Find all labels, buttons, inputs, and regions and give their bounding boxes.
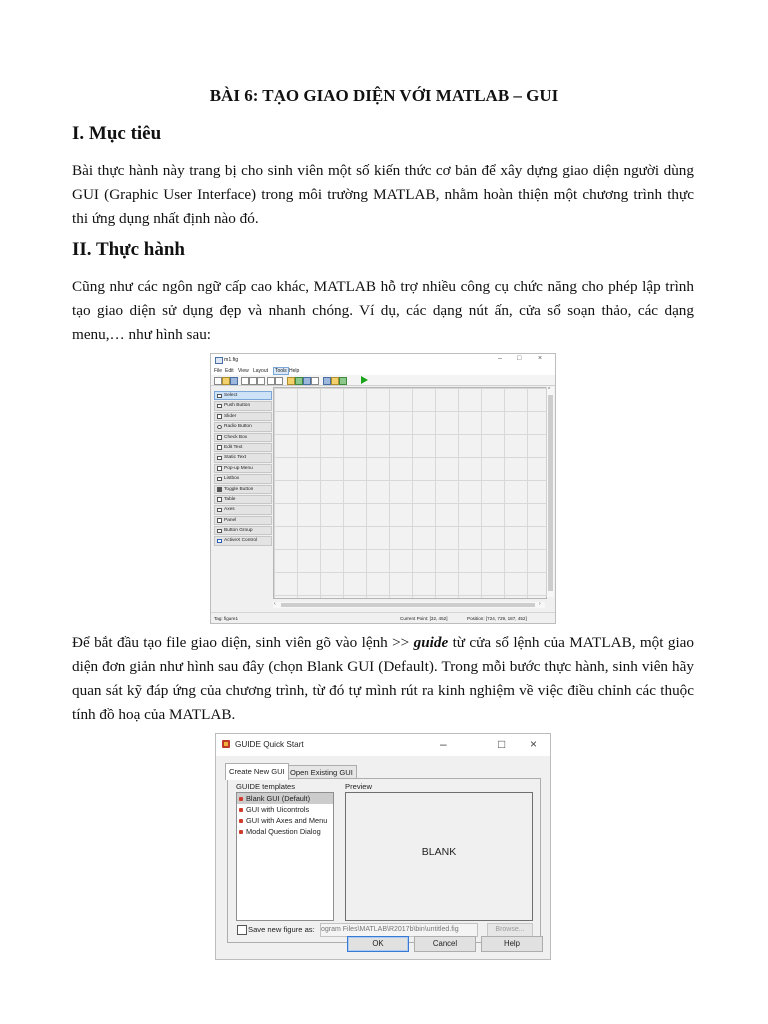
redo-icon[interactable] <box>275 377 283 385</box>
template-label: Modal Question Dialog <box>246 827 321 836</box>
palette-item-toggle-button[interactable] <box>214 485 272 494</box>
template-blank-gui[interactable] <box>237 793 333 804</box>
guide-editor-screenshot <box>210 353 556 624</box>
text-run: từ cửa sổ lệnh của MATLAB, một giao diện đơn giản như hình sau đây (chọn Blank GUI (Default). Trong mỗi bước thực hành, sinh viên hãy quan sát kỹ đáp ứng của chương trình, từ đó tự mình rút ra kinh nghiệm về việc điều chỉnh các thuộc tính đồ hoạ của MATLAB. <box>72 634 694 723</box>
status-position: Position: [724, 729, 187, 452] <box>467 616 527 621</box>
scroll-thumb[interactable] <box>548 395 553 591</box>
palette-label: Slider <box>224 413 237 419</box>
open-icon[interactable] <box>222 377 230 385</box>
gui-template-icon <box>239 830 243 834</box>
chevron-up-icon[interactable]: ^ <box>548 387 551 393</box>
edit-text-icon <box>217 445 222 450</box>
section-heading-objectives: I. Mục tiêu <box>72 123 162 144</box>
slider-icon <box>217 414 222 419</box>
palette-item-table[interactable] <box>214 495 272 504</box>
palette-label: Check Box <box>224 434 248 440</box>
copy-icon[interactable] <box>249 377 257 385</box>
preview-pane <box>345 792 533 921</box>
template-label: Blank GUI (Default) <box>246 794 311 803</box>
save-icon[interactable] <box>230 377 238 385</box>
paragraph-practice: Cũng như các ngôn ngữ cấp cao khác, MATLAB hỗ trợ nhiều công cụ chức năng cho phép lập trình tạo giao diện sử dụng đẹp và nhanh chóng. Ví dụ, các dạng nút ấn, cửa sổ soạn thảo, các dạng menu,… như hình sau: <box>72 278 694 343</box>
palette-item-push-button[interactable] <box>214 401 272 410</box>
window-title: m1.fig <box>224 357 239 363</box>
minimize-icon[interactable]: – <box>498 355 502 362</box>
layout-grid-canvas[interactable] <box>273 387 547 599</box>
run-icon[interactable] <box>361 376 368 384</box>
radio-icon <box>217 425 222 430</box>
title-bar <box>211 354 555 366</box>
menu-bar <box>211 366 555 375</box>
tab-open-existing-gui[interactable]: Open Existing GUI <box>286 765 357 779</box>
gui-template-icon <box>239 819 243 823</box>
palette-label: Listbox <box>224 476 240 482</box>
palette-label: Static Text <box>224 455 247 461</box>
pointer-icon <box>217 394 222 399</box>
guide-quick-start-screenshot <box>215 733 551 960</box>
template-modal-question-dialog[interactable] <box>237 826 333 837</box>
palette-item-check-box[interactable] <box>214 433 272 442</box>
palette-label: Pop-up Menu <box>224 465 253 471</box>
paragraph-guide-instructions <box>72 631 694 727</box>
toolbar <box>211 375 555 386</box>
templates-label: GUIDE templates <box>236 782 296 791</box>
templates-list[interactable] <box>236 792 334 921</box>
component-palette <box>214 391 272 547</box>
palette-label: Toggle Button <box>224 486 254 492</box>
paragraph-objectives: Bài thực hành này trang bị cho sinh viên một số kiến thức cơ bản để xây dựng giao diện người dùng GUI (Graphic User Interface) trong môi trường MATLAB, nhằm hoàn thiện một chương trình thực thi ứng dụng nhất định nào đó. <box>72 162 694 227</box>
object-browser-icon[interactable] <box>339 377 347 385</box>
static-text-icon <box>217 456 222 461</box>
cut-icon[interactable] <box>241 377 249 385</box>
menu-view[interactable]: View <box>238 368 249 374</box>
palette-label: ActiveX Control <box>224 538 258 544</box>
chevron-left-icon[interactable]: ‹ <box>274 601 276 607</box>
button-group-icon <box>217 529 222 534</box>
save-new-figure-label: Save new figure as: <box>248 925 315 934</box>
tab-order-icon[interactable] <box>303 377 311 385</box>
palette-item-static-text[interactable] <box>214 453 272 462</box>
palette-item-popup-menu[interactable] <box>214 464 272 473</box>
scroll-thumb[interactable] <box>281 603 535 607</box>
palette-label: Push Button <box>224 403 251 409</box>
maximize-icon[interactable]: □ <box>498 737 506 751</box>
palette-label: Table <box>224 496 236 502</box>
palette-label: Axes <box>224 507 235 513</box>
gui-template-icon <box>239 797 243 801</box>
popup-menu-icon <box>217 466 222 471</box>
minimize-icon[interactable]: – <box>440 737 447 751</box>
push-button-icon <box>217 404 222 409</box>
tab-panel <box>227 778 541 943</box>
chevron-right-icon[interactable]: › <box>539 601 541 607</box>
palette-label: Panel <box>224 517 237 523</box>
new-icon[interactable] <box>214 377 222 385</box>
tab-create-new-gui[interactable]: Create New GUI <box>225 763 289 780</box>
editor-icon[interactable] <box>323 377 331 385</box>
save-new-figure-checkbox[interactable] <box>237 925 247 935</box>
table-icon <box>217 497 222 502</box>
title-bar <box>216 734 550 756</box>
palette-label: Radio Button <box>224 424 252 430</box>
align-icon[interactable] <box>287 377 295 385</box>
palette-label: Edit Text <box>224 444 243 450</box>
menu-layout[interactable]: Layout <box>253 368 269 374</box>
axes-icon <box>217 508 222 513</box>
gui-template-icon <box>239 808 243 812</box>
browse-button[interactable]: Browse... <box>487 923 533 937</box>
menu-help[interactable]: Help <box>289 368 300 374</box>
template-gui-with-axes-and-menu[interactable] <box>237 815 333 826</box>
status-current-point: Current Point: [32, 452] <box>400 616 448 621</box>
template-label: GUI with Axes and Menu <box>246 816 328 825</box>
palette-item-panel[interactable] <box>214 516 272 525</box>
palette-item-activex-control[interactable] <box>214 536 272 545</box>
menu-tools[interactable]: Tools <box>275 368 287 374</box>
undo-icon[interactable] <box>267 377 275 385</box>
palette-item-listbox[interactable] <box>214 474 272 483</box>
page-title: BÀI 6: TẠO GIAO DIỆN VỚI MATLAB – GUI <box>209 86 559 105</box>
menu-editor-icon[interactable] <box>295 377 303 385</box>
close-icon[interactable]: × <box>530 737 538 751</box>
window-title: GUIDE Quick Start <box>235 740 304 749</box>
preview-label: Preview <box>345 782 373 791</box>
palette-item-edit-text[interactable] <box>214 443 272 452</box>
menu-file[interactable]: File <box>214 368 223 374</box>
vertical-scrollbar[interactable] <box>546 387 554 597</box>
close-icon[interactable]: × <box>538 355 543 362</box>
checkbox-icon <box>217 435 222 440</box>
activex-icon <box>217 539 222 544</box>
toolbar-editor-icon[interactable] <box>311 377 319 385</box>
palette-label: Select <box>224 393 238 398</box>
palette-item-button-group[interactable] <box>214 526 272 535</box>
palette-item-radio-button[interactable] <box>214 422 272 431</box>
palette-item-axes[interactable] <box>214 505 272 514</box>
paste-icon[interactable] <box>257 377 265 385</box>
toggle-button-icon <box>217 487 222 492</box>
status-bar <box>211 612 555 624</box>
palette-item-slider[interactable] <box>214 412 272 421</box>
preview-text: BLANK <box>421 846 457 858</box>
palette-label: Button Group <box>224 528 253 534</box>
help-button[interactable]: Help <box>481 936 543 952</box>
ok-button[interactable]: OK <box>347 936 409 952</box>
menu-edit[interactable]: Edit <box>225 368 234 374</box>
palette-item-select[interactable] <box>214 391 272 400</box>
horizontal-scrollbar[interactable] <box>273 602 545 608</box>
listbox-icon <box>217 477 222 482</box>
maximize-icon[interactable]: □ <box>517 355 522 362</box>
template-gui-with-uicontrols[interactable] <box>237 804 333 815</box>
template-label: GUI with Uicontrols <box>246 805 310 814</box>
cancel-button[interactable]: Cancel <box>414 936 476 952</box>
save-path-field[interactable]: ogram Files\MATLAB\R2017b\bin\untitled.fig <box>320 923 478 937</box>
section-heading-practice: II. Thực hành <box>72 239 185 260</box>
property-inspector-icon[interactable] <box>331 377 339 385</box>
matlab-icon <box>222 740 230 748</box>
text-run: Để bắt đầu tạo file giao diện, sinh viên gõ vào lệnh >> <box>72 634 414 651</box>
command-guide: guide <box>413 634 449 651</box>
panel-icon <box>217 518 222 523</box>
figure-icon <box>215 357 223 364</box>
status-tag: Tag: figure1 <box>214 616 239 621</box>
